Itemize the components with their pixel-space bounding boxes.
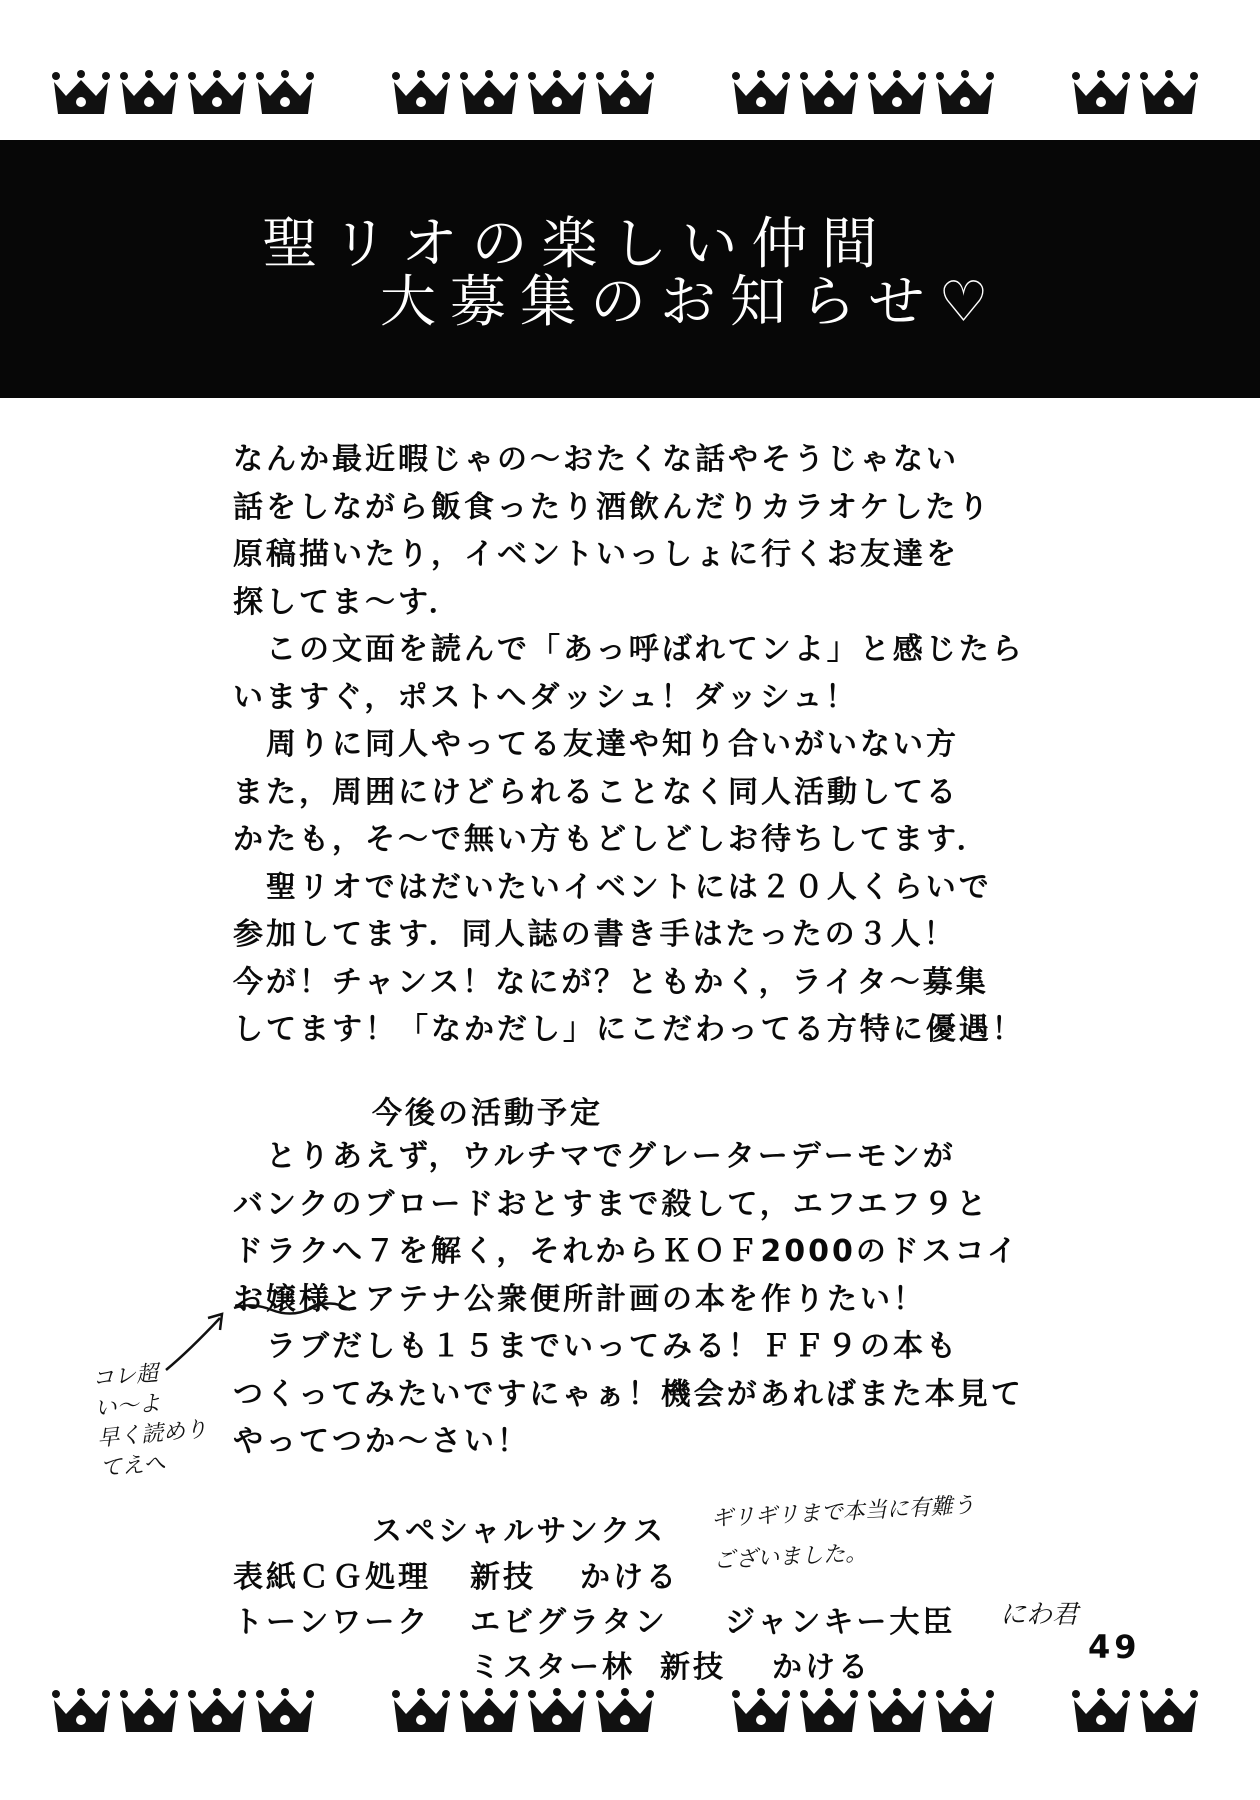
- crown-icon: [866, 70, 928, 122]
- credit-name: エビグラタン: [470, 1605, 668, 1640]
- handwritten-note-line: 早く読めり: [96, 1417, 209, 1452]
- intro-line: 原稿描いたり，イベントいっしょに行くお友達を: [233, 537, 959, 572]
- schedule-line: やってつか～さい！: [233, 1424, 530, 1459]
- schedule-line: とりあえず，ウルチマでグレーターデーモンが: [233, 1139, 956, 1174]
- crown-icon: [526, 1688, 588, 1740]
- handwritten-note-line: ございました。: [712, 1540, 868, 1574]
- page-title-line2: 大募集のお知らせ♡: [380, 270, 1003, 335]
- schedule-line: つくってみたいですにゃぁ！機会があればまた本見て: [233, 1376, 1024, 1412]
- credit-name: 新技: [470, 1560, 536, 1595]
- intro-line: なんか最近暇じゃの～おたくな話やそうじゃない: [233, 442, 959, 477]
- intro-line: かたも，そ～で無い方もどしどしお待ちしてます．: [233, 822, 990, 857]
- intro-line: してます！「なかだし」にこだわってる方特に優遇！: [233, 1012, 1025, 1047]
- crown-icon: [934, 1688, 996, 1740]
- credit-name: 新技: [660, 1650, 726, 1685]
- crown-icon: [390, 1688, 452, 1740]
- schedule-line: ラブだしも１５までいってみる！ＦＦ９の本も: [233, 1329, 959, 1364]
- intro-line: 今が！チャンス！なにが？ともかく，ライタ～募集: [233, 964, 989, 1000]
- crown-icon: [798, 70, 860, 122]
- intro-line: 話をしながら飯食ったり酒飲んだりカラオケしたり: [233, 489, 992, 525]
- handwritten-note-line: てえへ: [98, 1450, 167, 1482]
- crown-icon: [1138, 1688, 1200, 1740]
- crown-icon: [458, 1688, 520, 1740]
- intro-line: 探してま～す．: [233, 584, 462, 620]
- handwritten-thanks-note: [710, 1485, 978, 1583]
- schedule-line: ドラクへ７を解く，それからＫＯＦ2000のドスコイ: [233, 1234, 1020, 1269]
- credit-name: ミスター林: [470, 1650, 635, 1685]
- schedule-heading: 今後の活動予定: [372, 1096, 603, 1131]
- crown-icon: [118, 1688, 180, 1740]
- credit-name: ジャンキー大臣: [725, 1605, 956, 1640]
- intro-line: いますぐ，ポストへダッシュ！ダッシュ！: [233, 679, 859, 715]
- crown-icon: [118, 70, 180, 122]
- crown-icon: [50, 70, 112, 122]
- crown-icon: [730, 70, 792, 122]
- crown-icon: [390, 70, 452, 122]
- crown-icon: [526, 70, 588, 122]
- crown-border-bottom: [0, 1688, 1260, 1748]
- credit-name: かける: [772, 1650, 871, 1685]
- thanks-heading: スペシャルサンクス: [372, 1514, 666, 1549]
- crown-icon: [458, 70, 520, 122]
- crown-icon: [1138, 70, 1200, 122]
- intro-line: 参加してます．同人誌の書き手はたったの３人！: [233, 917, 957, 952]
- crown-icon: [254, 1688, 316, 1740]
- crown-icon: [186, 1688, 248, 1740]
- intro-line: 周りに同人やってる友達や知り合いがいない方: [233, 727, 959, 762]
- handwritten-note-line: い～よ: [93, 1391, 162, 1422]
- handwritten-underline: [232, 1300, 352, 1320]
- crown-icon: [594, 70, 656, 122]
- crown-border-top: [0, 70, 1260, 130]
- intro-line: この文面を読んで「あっ呼ばれてンよ」と感じたら: [233, 632, 1025, 667]
- schedule-text: [233, 1133, 1093, 1466]
- handwritten-note-line: コレ超: [91, 1361, 160, 1392]
- handwritten-note-left: [91, 1355, 211, 1484]
- crown-icon: [1070, 1688, 1132, 1740]
- crown-icon: [186, 70, 248, 122]
- intro-text: [233, 436, 1093, 1054]
- credit-name: かける: [580, 1560, 679, 1595]
- schedule-line: バンクのブロードおとすまで殺して，エフエフ９と: [233, 1186, 990, 1222]
- handwritten-note-line: ギリギリまで本当に有難う: [710, 1493, 976, 1532]
- crown-icon: [594, 1688, 656, 1740]
- crown-icon: [254, 70, 316, 122]
- page-number: 49: [1088, 1628, 1141, 1666]
- credit-role: 表紙ＣＧ処理: [233, 1560, 431, 1595]
- intro-line: また，周囲にけどられることなく同人活動してる: [233, 774, 959, 810]
- handwritten-name: にわ君: [1000, 1600, 1079, 1630]
- crown-icon: [866, 1688, 928, 1740]
- crown-icon: [50, 1688, 112, 1740]
- crown-icon: [730, 1688, 792, 1740]
- crown-icon: [1070, 70, 1132, 122]
- page-title-line1: 聖リオの楽しい仲間: [262, 212, 892, 277]
- crown-icon: [934, 70, 996, 122]
- crown-icon: [798, 1688, 860, 1740]
- schedule-line: お嬢様とアテナ公衆便所計画の本を作りたい！: [233, 1281, 926, 1317]
- credit-role: トーンワーク: [233, 1605, 431, 1640]
- intro-line: 聖リオではだいたいイベントには２０人くらいで: [233, 869, 992, 905]
